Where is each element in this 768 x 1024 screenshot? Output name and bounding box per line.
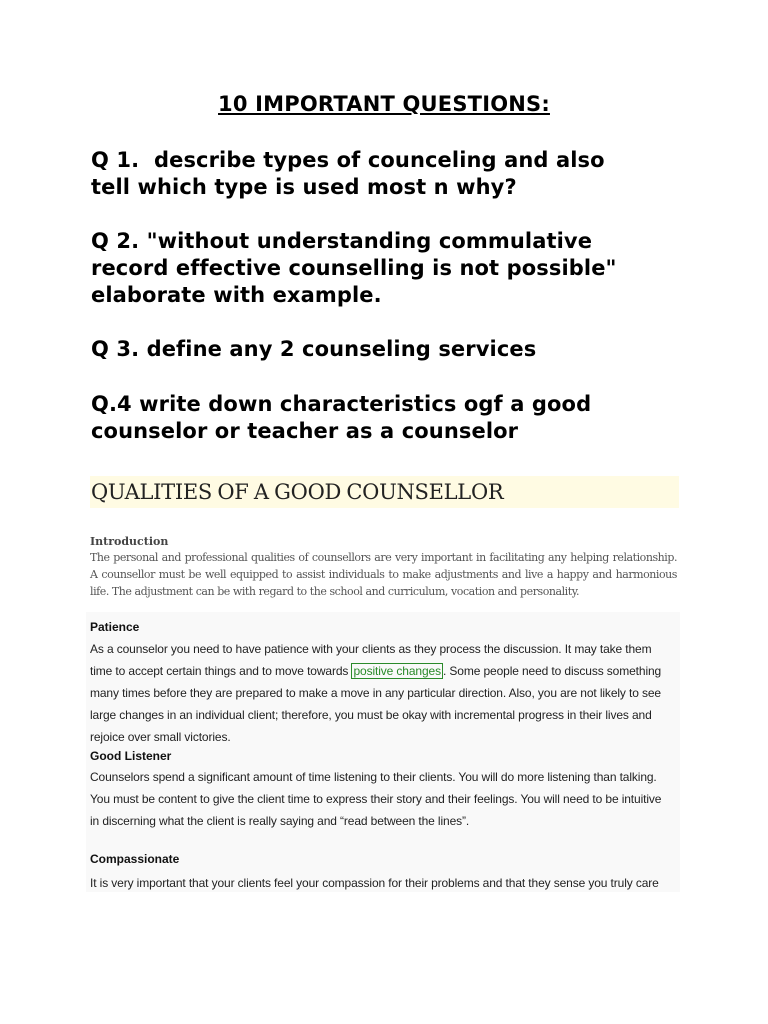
article-heading: QUALITIES OF A GOOD COUNSELLOR bbox=[91, 480, 504, 504]
patience-line-2-start: time to accept certain things and to move towards bbox=[90, 664, 352, 678]
good-listener-heading: Good Listener bbox=[90, 749, 172, 763]
question-3 bbox=[91, 336, 691, 363]
patience-line-4: large changes in an individual client; therefore, you must be okay with incremental progress in their lives and bbox=[90, 708, 652, 722]
question-1 bbox=[91, 147, 691, 201]
positive-changes-link[interactable]: positive changes bbox=[353, 664, 441, 678]
question-4-line-1: Q.4 write down characteristics ogf a good bbox=[91, 392, 592, 416]
compassionate-line-1: It is very important that your clients feel your compassion for their problems and that they sense you truly care bbox=[90, 876, 659, 890]
patience-line-3: many times before they are prepared to make a move in any particular direction. Also, you are not likely to see bbox=[90, 686, 661, 700]
patience-line-1: As a counselor you need to have patience with your clients as they process the discussion. It may take them bbox=[90, 642, 652, 656]
patience-heading: Patience bbox=[90, 620, 140, 634]
question-3-line-1: Q 3. define any 2 counseling services bbox=[91, 337, 537, 361]
intro-paragraph: The personal and professional qualities of counsellors are very important in facilitating any helping relationship. A counsellor must be well equipped to assist individuals to make adjustments and live a happy and harmonious life. The adjustment can be with regard to the school and curriculum, vocation and personality. bbox=[90, 551, 677, 598]
good-listener-paragraph bbox=[90, 766, 678, 832]
question-4 bbox=[91, 391, 691, 445]
page-title: 10 IMPORTANT QUESTIONS: bbox=[218, 92, 550, 116]
patience-line-5: rejoice over small victories. bbox=[90, 730, 231, 744]
question-1-line-1: Q 1. describe types of counceling and also bbox=[91, 148, 605, 172]
question-1-line-2: tell which type is used most n why? bbox=[91, 175, 517, 199]
question-2-line-3: elaborate with example. bbox=[91, 283, 382, 307]
good-listener-line-1: Counselors spend a significant amount of time listening to their clients. You will do more listening than talking. bbox=[90, 770, 657, 784]
question-4-line-2: counselor or teacher as a counselor bbox=[91, 419, 519, 443]
intro-heading: Introduction bbox=[90, 535, 169, 548]
question-2-line-1: Q 2. "without understanding commulative bbox=[91, 229, 593, 253]
patience-line-2-end: . Some people need to discuss something bbox=[442, 664, 662, 678]
compassionate-heading: Compassionate bbox=[90, 852, 180, 866]
patience-paragraph bbox=[90, 638, 678, 748]
question-2 bbox=[91, 228, 691, 309]
good-listener-line-2: You must be content to give the client time to express their story and their feelings. You will need to be intuitive bbox=[90, 792, 662, 806]
compassionate-paragraph bbox=[90, 872, 678, 894]
good-listener-line-3: in discerning what the client is really saying and “read between the lines”. bbox=[90, 814, 470, 828]
question-2-line-2: record effective counselling is not possible" bbox=[91, 256, 617, 280]
patience-line-2 bbox=[90, 660, 678, 682]
